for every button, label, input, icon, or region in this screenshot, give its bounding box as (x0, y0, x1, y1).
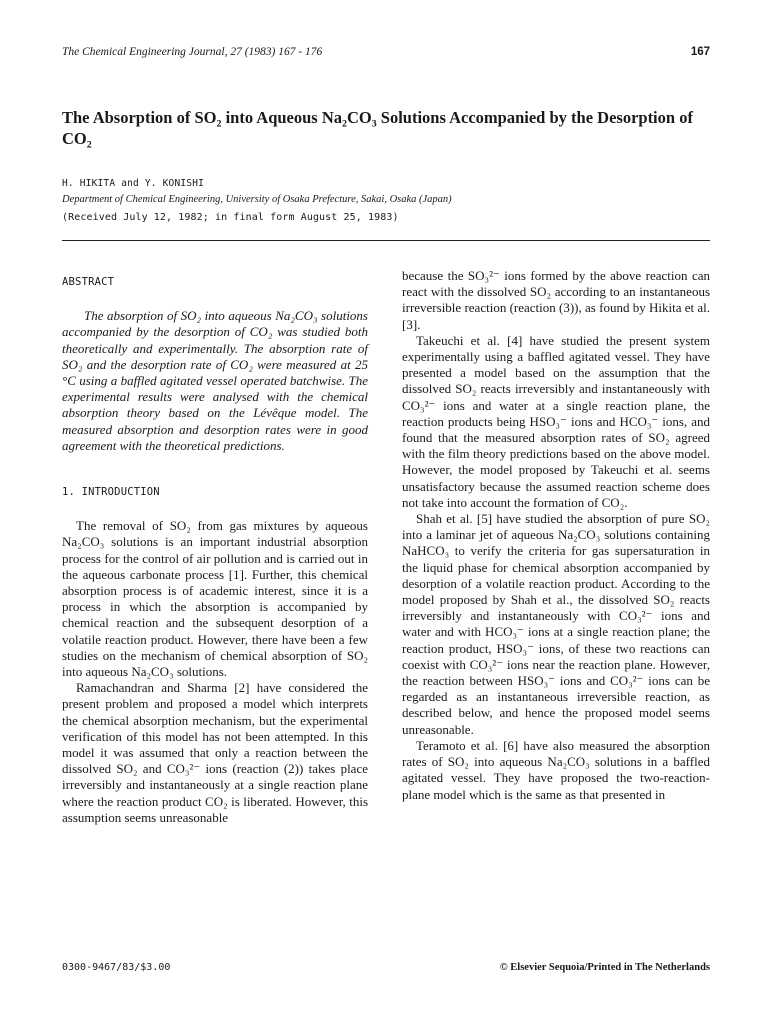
intro-paragraph: Takeuchi et al. [4] have studied the present system experimentally using a baffled agitated vessel. They have presented a model based on the assumption that the dissolved SO₂ reacts irreversibly and instantaneously with CO₃²⁻ ions and water at a single reaction plane, the reaction products being HSO₃⁻ ions and HCO₃⁻ ions, and found that the measured absorption rates of SO₂ agreed with the film theory predictions based on the above model. However, the model proposed by Takeuchi et al. seems unsatisfactory because the assumed reaction scheme does not take into account the formation of CO₂. (402, 332, 710, 510)
intro-paragraph: because the SO₃²⁻ ions formed by the above reaction can react with the dissolved SO₂ according to an instantaneous irreversible reaction (reaction (3)), as found by Hikita et al. [3]. (402, 268, 710, 332)
page-footer (62, 962, 710, 973)
received-dates: (Received July 12, 1982; in final form August 25, 1983) (62, 212, 399, 223)
journal-citation: The Chemical Engineering Journal, 27 (1983) 167 - 176 (62, 46, 323, 58)
intro-paragraph: The removal of SO₂ from gas mixtures by aqueous Na₂CO₃ solutions is an important industrial absorption process for the control of air pollution and is carried out in the aqueous carbonate process [1]. Further, this chemical absorption process is of academic interest, since it is a process in which the absorption is accompanied by chemical reaction and the subsequent desorption of a volatile reaction product. However, there have been a few studies on the mechanism of chemical absorption of SO₂ into aqueous Na₂CO₃ solutions. (62, 518, 368, 680)
article-authors: H. HIKITA and Y. KONISHI (62, 178, 205, 189)
right-column (402, 268, 710, 803)
page-number: 167 (690, 46, 710, 58)
intro-paragraph: Shah et al. [5] have studied the absorption of pure SO₂ into a laminar jet of aqueous Na₂CO₃ solutions containing NaHCO₃ to verify the criteria for gas supersaturation in the liquid phase for chemical absorption accompanied by desorption of a volatile reaction product. According to the model proposed by Shah et al., the dissolved SO₂ reacts irreversibly and instantaneously with CO₃²⁻ ions and water and with HCO₃⁻ ions at a single reaction plane; the reaction product, HSO₃⁻ ions, of these two reactions can coexist with CO₃²⁻ ions near the reaction plane. However, the reaction between HSO₃⁻ ions and CO₃²⁻ ions can be regarded as an instantaneous irreversible reaction, as described below, and hence the proposed model seems unreasonable. (402, 511, 710, 737)
left-column (62, 268, 368, 826)
header-divider (62, 240, 710, 241)
abstract-text: The absorption of SO₂ into aqueous Na₂CO₃ solutions accompanied by the desorption of CO₂ was studied both theoretically and experimentally. The absorption rate of SO₂ and the desorption rate of CO₂ were measured at 25 °C using a baffled agitated vessel operated batchwise. The experimental results were analysed with the chemical absorption theory based on the Lévêque model. The measured absorption and desorption rates were in good agreement with the theoretical predictions. (62, 308, 368, 453)
intro-paragraph: Ramachandran and Sharma [2] have considered the present problem and proposed a model which interprets the chemical absorption mechanism, but the experimental verification of this model has not been attempted. In this model it was assumed that only a reaction between the dissolved SO₂ and CO₃²⁻ ions (reaction (2)) takes place irreversibly and instantaneously at a single reaction plane where the reaction product CO₂ is liberated. However, this assumption seems unreasonable (62, 680, 368, 825)
publisher-note: © Elsevier Sequoia/Printed in The Netherlands (499, 962, 710, 973)
intro-paragraph: Teramoto et al. [6] have also measured the absorption rates of SO₂ into aqueous Na₂CO₃ solutions in a baffled agitated vessel. They have proposed the two-reaction-plane model which is the same as that presented in (402, 737, 710, 802)
running-header (62, 46, 710, 58)
article-affiliation: Department of Chemical Engineering, University of Osaka Prefecture, Sakai, Osaka (Japan) (62, 194, 452, 205)
article-title: The Absorption of SO₂ into Aqueous Na₂CO₃ Solutions Accompanied by the Desorption of CO₂ (62, 108, 693, 148)
abstract-heading: ABSTRACT (62, 276, 115, 288)
introduction-heading: 1. INTRODUCTION (62, 486, 160, 499)
issn-price: 0300-9467/83/$3.00 (62, 962, 171, 973)
